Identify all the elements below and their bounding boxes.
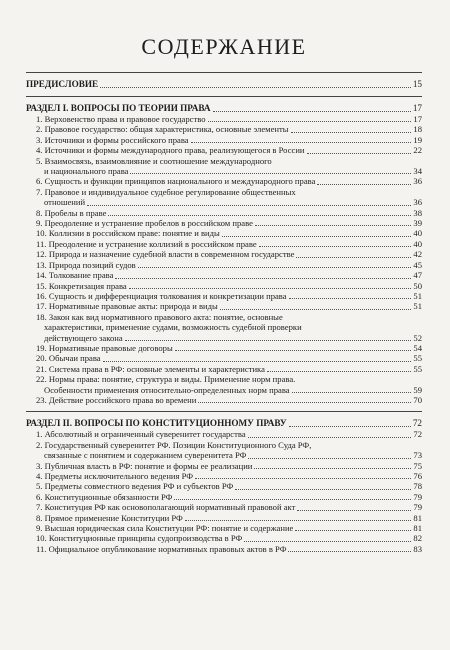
toc-entry-page: 70 — [413, 394, 422, 405]
leader-dots — [235, 489, 411, 490]
toc-entry-label: 5. Взаимосвязь, взаимовлияние и соотношение международного — [36, 155, 272, 166]
leader-dots — [248, 458, 411, 459]
toc-entry[interactable] — [26, 260, 422, 270]
toc-entry-page: 42 — [413, 249, 422, 260]
toc-entry-line — [26, 461, 422, 471]
toc-entry-line — [26, 481, 422, 491]
toc-entry-line — [26, 513, 422, 523]
leader-dots — [248, 437, 412, 438]
toc-entry-label: 4. Источники и формы международного права, реализующегося в России — [36, 145, 305, 156]
toc-entry-label: 8. Пробелы в праве — [36, 207, 107, 218]
toc-entry-page: 51 — [413, 301, 422, 312]
leader-dots — [129, 288, 412, 289]
leader-dots — [130, 173, 411, 174]
toc-section-heading[interactable] — [26, 417, 422, 429]
toc-entry[interactable] — [26, 523, 422, 533]
toc-entry-label: действующего закона — [44, 332, 123, 343]
toc-entry-line — [26, 492, 422, 502]
toc-entry[interactable] — [26, 440, 422, 461]
toc-entry[interactable] — [26, 544, 422, 554]
toc-entry-label: отношений — [44, 197, 86, 208]
toc-entry-line — [26, 333, 422, 343]
toc-entry-line — [26, 429, 422, 439]
toc-entry-label: 2. Государственный суверенитет РФ. Позиции Конституционного Суда РФ, — [36, 439, 312, 450]
toc-entry-page: 81 — [413, 512, 422, 523]
toc-entry[interactable] — [26, 145, 422, 155]
toc-entry-page: 18 — [413, 124, 422, 135]
toc-entry[interactable] — [26, 312, 422, 343]
toc-entry-label: 2. Правовое государство: общая характеристика, основные элементы — [36, 124, 289, 135]
toc-entry[interactable] — [26, 281, 422, 291]
toc-entry-label: 11. Официальное опубликование нормативных правовых актов в РФ — [36, 543, 287, 554]
toc-entry-label: 1. Верховенство права и правовое государство — [36, 114, 206, 124]
toc-entry[interactable] — [26, 533, 422, 543]
toc-entry-line — [26, 343, 422, 353]
leader-dots — [195, 478, 411, 479]
toc-entry-page: 55 — [413, 353, 422, 364]
toc-entry-line — [26, 135, 422, 145]
toc-entry[interactable] — [26, 374, 422, 395]
toc-entry-line — [26, 544, 422, 554]
leader-dots — [244, 541, 411, 542]
toc-entry-line — [26, 502, 422, 512]
toc-entry-label: 10. Коллизии в российском праве: понятие и виды — [36, 228, 220, 239]
toc-entry-line — [26, 197, 422, 207]
toc-entry[interactable] — [26, 239, 422, 249]
divider-top — [26, 72, 422, 73]
toc-entry[interactable] — [26, 492, 422, 502]
toc-entry-page: 47 — [413, 270, 422, 281]
toc-entry[interactable] — [26, 353, 422, 363]
toc-section-page: 72 — [412, 418, 422, 429]
toc-entry-page: 59 — [413, 384, 422, 395]
toc-entry-page: 38 — [413, 207, 422, 218]
toc-entry-line — [26, 395, 422, 405]
toc-entry-line — [26, 523, 422, 533]
toc-entry[interactable] — [26, 218, 422, 228]
toc-entry-line — [26, 228, 422, 238]
toc-entry-page: 82 — [413, 533, 422, 544]
leader-dots — [125, 340, 412, 341]
toc-preface-label: ПРЕДИСЛОВИЕ — [26, 79, 99, 89]
toc-entry-line — [26, 533, 422, 543]
leader-dots — [307, 153, 412, 154]
leader-dots — [185, 520, 412, 521]
toc-entry-page: 22 — [413, 145, 422, 156]
toc-entry-line — [26, 291, 422, 301]
toc-entry-label: 5. Предметы совместного ведения РФ и субъектов РФ — [36, 481, 234, 492]
toc-entry-label: 6. Сущность и функции принципов национального и международного права — [36, 176, 316, 187]
toc-entry[interactable] — [26, 395, 422, 405]
toc-section-heading[interactable] — [26, 102, 422, 114]
leader-dots — [191, 142, 412, 143]
toc-entry-label: 13. Природа позиций судов — [36, 259, 136, 270]
toc-entry-page: 73 — [413, 450, 422, 461]
toc-entry-page: 51 — [413, 290, 422, 301]
leader-dots — [213, 111, 411, 112]
toc-entry-page: 50 — [413, 280, 422, 291]
toc-entry-label: 15. Конкретизация права — [36, 280, 127, 291]
toc-entry-line — [26, 124, 422, 134]
toc-entry-label: 9. Высшая юридическая сила Конституции РФ: понятие и содержание — [36, 523, 294, 534]
toc-entry[interactable] — [26, 187, 422, 208]
toc-entry[interactable] — [26, 502, 422, 512]
toc-entry-label: 22. Нормы права: понятие, структура и виды. Применение норм права. — [36, 374, 296, 385]
toc-entry-line — [26, 385, 422, 395]
leader-dots — [296, 257, 411, 258]
toc-entry-text — [26, 156, 422, 166]
leader-dots — [198, 402, 411, 403]
toc-entry[interactable] — [26, 228, 422, 238]
toc-entry-label: 18. Закон как вид нормативного правового акта: понятие, основные — [36, 311, 283, 322]
toc-entry-page: 40 — [413, 238, 422, 249]
leader-dots — [220, 309, 412, 310]
toc-entry-text — [26, 187, 422, 197]
toc-entry[interactable] — [26, 471, 422, 481]
toc-entry[interactable] — [26, 343, 422, 353]
leader-dots — [103, 361, 412, 362]
toc-entry-page: 83 — [413, 543, 422, 554]
toc-entry[interactable] — [26, 364, 422, 374]
toc-entry-page: 79 — [413, 502, 422, 513]
toc-entry-line — [26, 260, 422, 270]
leader-dots — [255, 225, 412, 226]
toc-entry[interactable] — [26, 429, 422, 439]
leader-dots — [291, 132, 412, 133]
toc-entry[interactable] — [26, 481, 422, 491]
toc-entry-page: 34 — [413, 166, 422, 177]
toc-preface-page: 15 — [412, 79, 422, 89]
toc-entry-line — [26, 270, 422, 280]
toc-section-label: РАЗДЕЛ I. ВОПРОСЫ ПО ТЕОРИИ ПРАВА — [26, 103, 211, 113]
leader-dots — [289, 298, 412, 299]
leader-dots — [289, 426, 411, 427]
section-divider — [26, 96, 422, 97]
toc-entry-line — [26, 301, 422, 311]
toc-entry-label: и национального права — [44, 166, 129, 177]
toc-entry-page: 52 — [413, 332, 422, 343]
toc-entry-label: 9. Преодоление и устранение пробелов в российском праве — [36, 218, 253, 229]
toc-entry[interactable] — [26, 156, 422, 177]
leader-dots — [115, 278, 411, 279]
section-divider — [26, 411, 422, 412]
toc-entry-label: 7. Конституция РФ как основополагающий нормативный правовой акт — [36, 502, 296, 513]
toc-entry-page: 76 — [413, 471, 422, 481]
toc-entry-label: 17. Нормативные правовые акты: природа и виды — [36, 301, 218, 312]
toc-entry-page: 75 — [413, 460, 422, 471]
toc-preface[interactable] — [26, 78, 422, 90]
toc-entry-text — [26, 374, 422, 384]
toc-entry-page: 81 — [413, 523, 422, 534]
toc-section-page: 17 — [412, 103, 422, 113]
toc-entry-line — [26, 166, 422, 176]
toc-entry-label: 1. Абсолютный и ограниченный суверенитет государства — [36, 429, 246, 440]
toc-entry-line — [26, 450, 422, 460]
toc-entry-page: 78 — [413, 481, 422, 492]
toc-entry-page: 39 — [413, 218, 422, 229]
toc-entry-text: характеристики, применение судами, возможность судебной проверки — [44, 322, 302, 333]
leader-dots — [292, 392, 412, 393]
toc-entry[interactable] — [26, 513, 422, 523]
toc-entry-label: Особенности применения относительно-определенных норм права — [44, 384, 290, 395]
toc-entry-label: 14. Толкование права — [36, 270, 114, 281]
toc-entry-label: связанные с понятием и содержанием суверенитета РФ — [44, 450, 247, 461]
toc-entry-line — [26, 353, 422, 363]
leader-dots — [100, 87, 411, 88]
toc-entry[interactable] — [26, 461, 422, 471]
toc-entry-label: 6. Конституционные обязанности РФ — [36, 491, 173, 502]
toc-entry-line — [26, 471, 422, 481]
toc-entry-page: 17 — [413, 114, 422, 124]
toc-entry-label: 23. Действие российского права во времени — [36, 394, 197, 405]
toc-entry-line — [26, 145, 422, 155]
toc-entry[interactable] — [26, 249, 422, 259]
leader-dots — [87, 205, 411, 206]
toc-entry-label: 4. Предметы исключительного ведения РФ — [36, 471, 194, 481]
toc-sections — [26, 96, 422, 554]
toc-entry-label: 12. Природа и назначение судебной власти в современном государстве — [36, 249, 295, 260]
toc-entry-page: 45 — [413, 259, 422, 270]
toc-entry[interactable] — [26, 135, 422, 145]
toc-entry-line — [26, 281, 422, 291]
toc-entry-line — [26, 114, 422, 124]
leader-dots — [254, 468, 411, 469]
leader-dots — [138, 267, 412, 268]
leader-dots — [267, 371, 411, 372]
toc-entry-label: 21. Система права в РФ: основные элементы и характеристика — [36, 363, 265, 374]
toc-entry[interactable] — [26, 270, 422, 280]
toc-entry[interactable] — [26, 124, 422, 134]
toc-entry[interactable] — [26, 301, 422, 311]
toc-entry-text — [26, 312, 422, 322]
toc-entry-label: 7. Правовое и индивидуальное судебное регулирование общественных — [36, 186, 296, 197]
toc-entry[interactable] — [26, 291, 422, 301]
toc-entry-page: 54 — [413, 342, 422, 353]
leader-dots — [297, 510, 411, 511]
leader-dots — [208, 121, 412, 122]
toc-entry-label: 19. Нормативные правовые договоры — [36, 342, 173, 353]
toc-entry-label: 20. Обычаи права — [36, 353, 101, 364]
toc-entry-page: 40 — [413, 228, 422, 239]
toc-entry-line — [26, 176, 422, 186]
toc-entry-line — [26, 249, 422, 259]
leader-dots — [295, 530, 411, 531]
toc-entry-label: 10. Конституционные принципы судопроизводства в РФ — [36, 533, 243, 544]
leader-dots — [259, 246, 412, 247]
leader-dots — [174, 499, 411, 500]
page-title: СОДЕРЖАНИЕ — [141, 34, 307, 59]
toc-entry-line — [26, 364, 422, 374]
leader-dots — [317, 184, 411, 185]
toc-entry-page: 19 — [413, 134, 422, 145]
toc-entry-page: 36 — [413, 176, 422, 187]
leader-dots — [175, 350, 412, 351]
toc-entry-page: 79 — [413, 491, 422, 502]
toc-entry-page: 36 — [413, 197, 422, 208]
toc-entry-label: 3. Публичная власть в РФ: понятие и формы ее реализации — [36, 460, 253, 471]
toc-entry-line — [26, 218, 422, 228]
toc-entry[interactable] — [26, 208, 422, 218]
toc-section-label: РАЗДЕЛ II. ВОПРОСЫ ПО КОНСТИТУЦИОННОМУ ПРАВУ — [26, 418, 287, 429]
toc-entry-label: 11. Преодоление и устранение коллизий в российском праве — [36, 238, 257, 249]
toc-entry-label: 8. Прямое применение Конституции РФ — [36, 512, 183, 523]
toc-entry-page: 55 — [413, 363, 422, 374]
leader-dots — [222, 236, 412, 237]
toc-entry-line — [26, 208, 422, 218]
toc-entry[interactable] — [26, 176, 422, 186]
leader-dots — [108, 215, 411, 216]
leader-dots — [288, 551, 411, 552]
toc-entry-label: 3. Источники и формы российского права — [36, 134, 189, 145]
toc-entry[interactable] — [26, 114, 422, 124]
toc-entry-text — [26, 440, 422, 450]
toc-entry-line — [26, 239, 422, 249]
toc-entry-page: 72 — [413, 429, 422, 440]
toc-entry-label: 16. Сущность и дифференциация толкования и конкретизации права — [36, 290, 287, 301]
